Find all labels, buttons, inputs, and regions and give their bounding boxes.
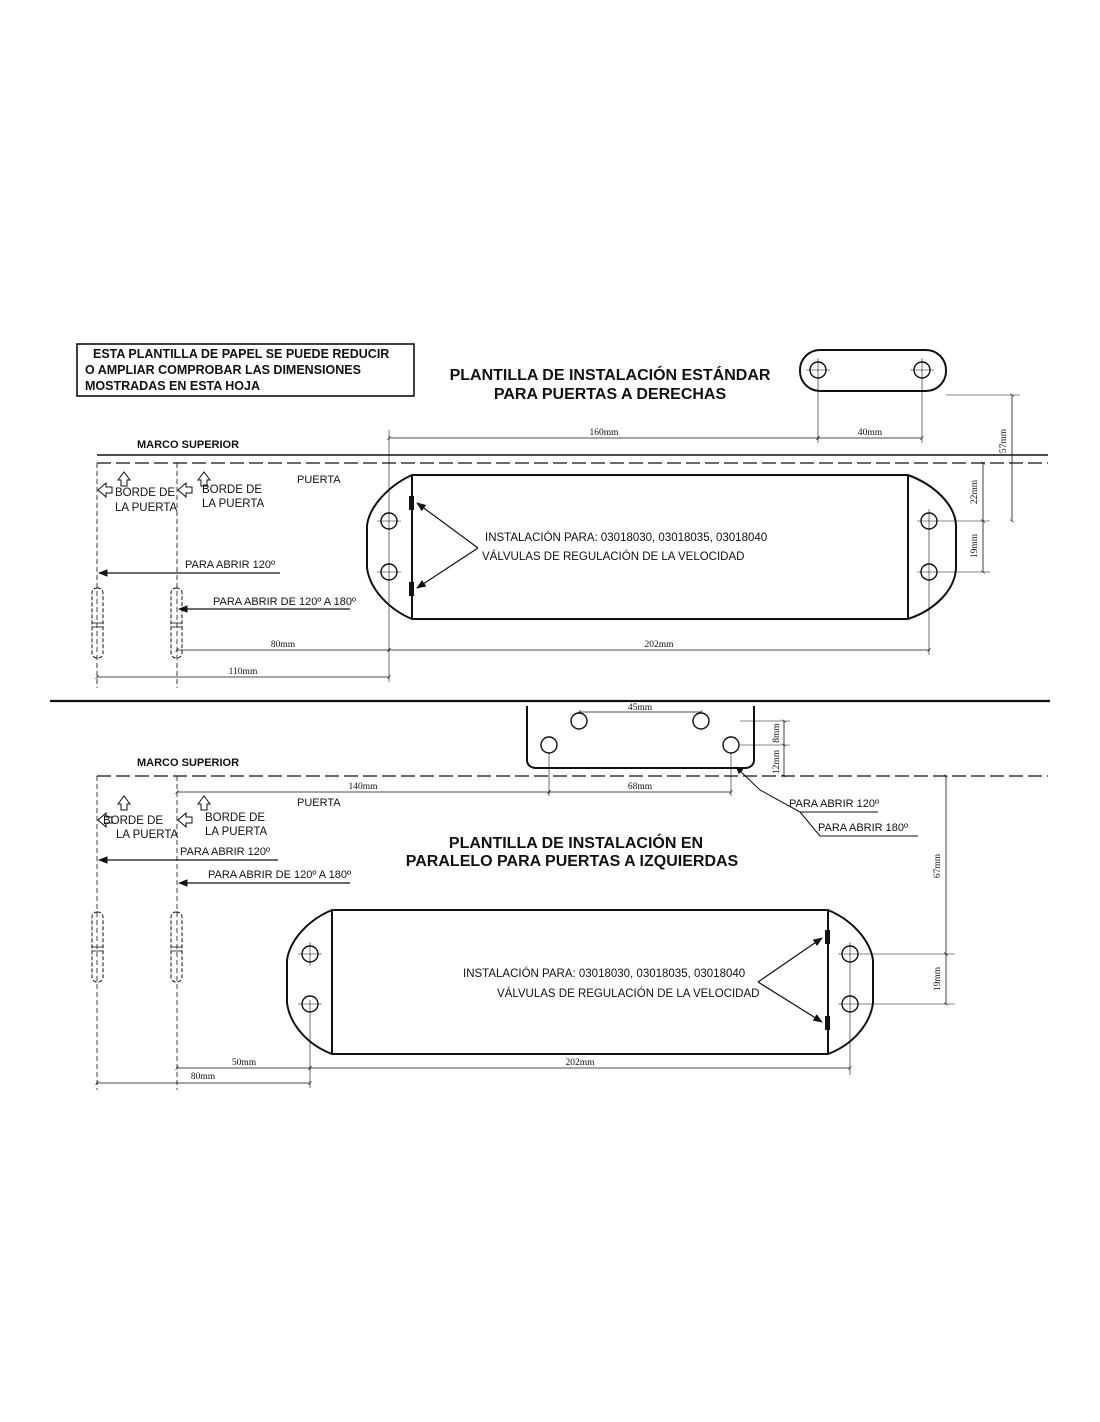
notice-line-3: MOSTRADAS EN ESTA HOJA (85, 379, 261, 393)
bottom-marco-label: MARCO SUPERIOR (137, 757, 240, 769)
top-marco-label: MARCO SUPERIOR (137, 439, 240, 451)
dim-67mm: 67mm (933, 853, 943, 879)
dim-40mm-top: 40mm (857, 428, 883, 438)
top-hinge-2 (171, 588, 182, 658)
dim-19mm-bottom: 19mm (933, 966, 943, 992)
top-puerta-label: PUERTA (297, 474, 341, 486)
bottom-title-line-2: PARALELO PARA PUERTAS A IZQUIERDAS (405, 853, 739, 870)
dim-160mm: 160mm (589, 428, 619, 438)
bottom-template (92, 703, 1048, 1090)
dim-110mm: 110mm (228, 667, 258, 677)
top-bracket-slot (800, 350, 946, 391)
bottom-instalacion-label: INSTALACIÓN PARA: 03018030, 03018035, 03018040 (463, 968, 746, 980)
top-valvulas-label: VÁLVULAS DE REGULACIÓN DE LA VELOCIDAD (482, 551, 745, 563)
top-borde-2-line-1: BORDE DE (202, 484, 263, 496)
notice-line-2: O AMPLIAR COMPROBAR LAS DIMENSIONES (85, 363, 361, 377)
dim-22mm: 22mm (970, 479, 980, 505)
bottom-borde-marker-2 (178, 796, 268, 838)
bottom-hinge-1 (92, 912, 103, 982)
dim-12mm: 12mm (772, 749, 782, 775)
top-closer-body (367, 475, 990, 655)
top-title-line-2: PARA PUERTAS A DERECHAS (493, 386, 727, 403)
top-borde-marker-1 (98, 472, 178, 514)
dim-80mm-bottom: 80mm (190, 1072, 216, 1082)
notice-line-1: ESTA PLANTILLA DE PAPEL SE PUEDE REDUCIR (93, 347, 390, 361)
top-borde-2-line-2: LA PUERTA (202, 498, 265, 510)
dim-50mm: 50mm (231, 1058, 257, 1068)
top-abrir-120-180-label: PARA ABRIR DE 120º A 180º (213, 596, 356, 608)
dim-19mm-top: 19mm (970, 533, 980, 559)
bottom-abrir-180-right-label: PARA ABRIR 180º (818, 822, 909, 834)
bottom-puerta-label: PUERTA (297, 797, 341, 809)
top-abrir-120-label: PARA ABRIR 120º (185, 559, 276, 571)
dim-80mm-top: 80mm (270, 640, 296, 650)
top-borde-1-line-1: BORDE DE (115, 487, 176, 499)
dim-140mm: 140mm (348, 782, 378, 792)
notice-box (77, 344, 414, 396)
bottom-bracket (527, 706, 754, 768)
bottom-abrir-120-180-label: PARA ABRIR DE 120º A 180º (208, 869, 351, 881)
bottom-borde-1-line-1: BORDE DE (103, 815, 164, 827)
top-hinge-1 (92, 588, 103, 658)
bottom-borde-2-line-2: LA PUERTA (205, 826, 268, 838)
dim-57mm: 57mm (999, 428, 1009, 454)
dim-8mm: 8mm (772, 723, 782, 743)
bottom-abrir-120-label: PARA ABRIR 120º (180, 846, 271, 858)
top-template (92, 350, 1048, 688)
bottom-borde-2-line-1: BORDE DE (205, 812, 266, 824)
top-borde-1-line-2: LA PUERTA (115, 502, 178, 514)
bottom-abrir-120-right-label: PARA ABRIR 120º (789, 798, 880, 810)
dim-68mm: 68mm (627, 782, 653, 792)
bottom-valvulas-label: VÁLVULAS DE REGULACIÓN DE LA VELOCIDAD (497, 988, 760, 1000)
dim-45mm: 45mm (627, 703, 653, 713)
top-instalacion-label: INSTALACIÓN PARA: 03018030, 03018035, 03018040 (485, 532, 768, 544)
dim-202mm-bottom: 202mm (565, 1058, 595, 1068)
bottom-borde-marker-1 (98, 796, 179, 841)
bottom-title-line-1: PLANTILLA DE INSTALACIÓN EN (448, 835, 704, 852)
top-borde-marker-2 (178, 472, 265, 510)
top-title-line-1: PLANTILLA DE INSTALACIÓN ESTÁNDAR (449, 367, 771, 384)
bottom-borde-1-line-2: LA PUERTA (116, 829, 179, 841)
bottom-hinge-2 (171, 912, 182, 982)
dim-202mm-top: 202mm (644, 640, 674, 650)
